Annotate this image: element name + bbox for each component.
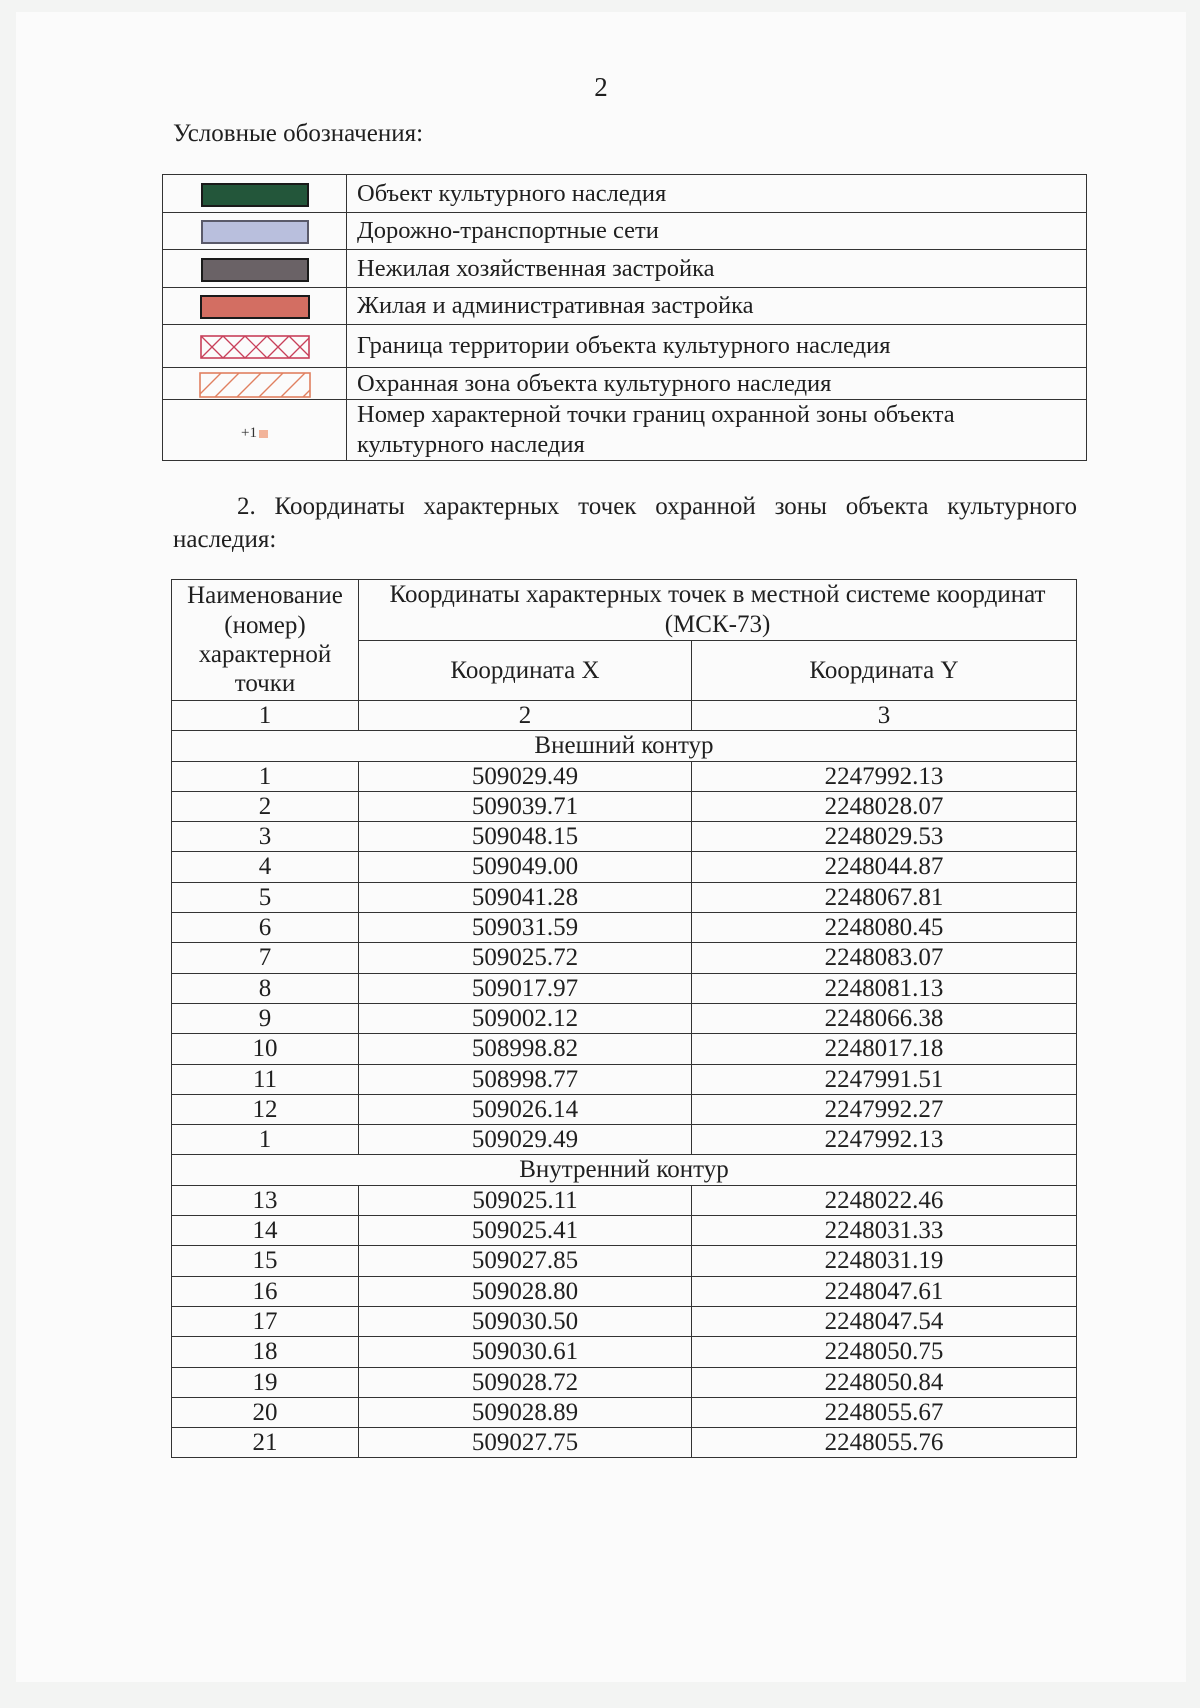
non-residential-swatch: [201, 258, 309, 282]
table-row: [172, 1064, 1077, 1094]
table-row: [172, 1125, 1077, 1155]
column-number: 1: [172, 701, 359, 731]
legend-row: [163, 325, 1087, 368]
legend-label: Номер характерной точки границ охранной зоны объекта культурного наследия: [347, 400, 1087, 461]
coordinate-y-cell: 2248050.84: [692, 1367, 1077, 1397]
coordinate-x-cell: 509029.49: [359, 1125, 692, 1155]
coordinate-y-cell: 2248022.46: [692, 1185, 1077, 1215]
point-number-cell: 13: [172, 1185, 359, 1215]
point-number-cell: 11: [172, 1064, 359, 1094]
coordinate-x-cell: 509028.89: [359, 1397, 692, 1427]
road-network-swatch: [201, 220, 309, 244]
coordinate-y-cell: 2248031.19: [692, 1246, 1077, 1276]
column-number-row: [172, 701, 1077, 731]
table-row: [172, 913, 1077, 943]
coordinate-y-cell: 2248047.61: [692, 1276, 1077, 1306]
table-row: [172, 791, 1077, 821]
point-number-cell: 1: [172, 761, 359, 791]
point-number-cell: 5: [172, 882, 359, 912]
table-row: [172, 1337, 1077, 1367]
point-number-cell: 3: [172, 822, 359, 852]
table-row: [172, 1246, 1077, 1276]
coordinate-y-cell: 2248081.13: [692, 973, 1077, 1003]
coordinate-x-cell: 508998.77: [359, 1064, 692, 1094]
point-number-cell: 14: [172, 1216, 359, 1246]
point-number-cell: 15: [172, 1246, 359, 1276]
point-marker-text: +1: [241, 425, 257, 441]
point-number-cell: 8: [172, 973, 359, 1003]
section-heading-text: 2. Координаты характерных точек охранной зоны объекта культурного наследия:: [173, 493, 1077, 553]
coordinate-y-cell: 2248055.67: [692, 1397, 1077, 1427]
table-row: [172, 882, 1077, 912]
coordinate-x-cell: 509025.41: [359, 1216, 692, 1246]
legend-label: Дорожно-транспортные сети: [347, 213, 1087, 250]
inner-contour-rows: [172, 1185, 1077, 1458]
point-number-cell: 16: [172, 1276, 359, 1306]
point-number-cell: 21: [172, 1428, 359, 1458]
table-row: [172, 1185, 1077, 1215]
coordinate-y-cell: 2248047.54: [692, 1306, 1077, 1336]
coordinate-y-cell: 2247991.51: [692, 1064, 1077, 1094]
coordinate-x-cell: 509039.71: [359, 791, 692, 821]
table-row: [172, 1216, 1077, 1246]
legend-heading: Условные обозначения:: [173, 120, 424, 147]
page-number: 2: [594, 72, 608, 102]
point-number-cell: 20: [172, 1397, 359, 1427]
coordinate-y-cell: 2248055.76: [692, 1428, 1077, 1458]
point-number-cell: 2: [172, 791, 359, 821]
coordinate-y-cell: 2247992.27: [692, 1094, 1077, 1124]
point-number-cell: 17: [172, 1306, 359, 1336]
table-row: [172, 973, 1077, 1003]
coordinate-y-cell: 2248029.53: [692, 822, 1077, 852]
document-page: [16, 12, 1186, 1682]
legend-label: Граница территории объекта культурного наследия: [347, 325, 1087, 368]
point-number-cell: 10: [172, 1034, 359, 1064]
legend-row: [163, 288, 1087, 325]
point-number-cell: 7: [172, 943, 359, 973]
section-row: [172, 731, 1077, 761]
coordinate-x-cell: 509030.61: [359, 1337, 692, 1367]
legend-row: [163, 368, 1087, 400]
point-marker-icon: [241, 425, 268, 442]
table-row: [172, 1367, 1077, 1397]
heritage-object-swatch: [201, 183, 309, 207]
column-number: 2: [359, 701, 692, 731]
coordinate-x-cell: 509048.15: [359, 822, 692, 852]
coordinate-x-cell: 509026.14: [359, 1094, 692, 1124]
section-row: [172, 1155, 1077, 1185]
coordinate-y-cell: 2248067.81: [692, 882, 1077, 912]
column-header-x: Координата X: [359, 641, 692, 701]
section-heading: [173, 490, 1077, 556]
coordinate-y-cell: 2248083.07: [692, 943, 1077, 973]
legend-label: Жилая и административная застройка: [347, 288, 1087, 325]
legend-row: [163, 250, 1087, 288]
table-row: [172, 1428, 1077, 1458]
legend-label: Охранная зона объекта культурного наследия: [347, 368, 1087, 400]
legend-label: Нежилая хозяйственная застройка: [347, 250, 1087, 288]
table-row: [172, 761, 1077, 791]
legend-label: Объект культурного наследия: [347, 175, 1087, 213]
coordinate-x-cell: 509027.75: [359, 1428, 692, 1458]
coordinate-y-cell: 2248066.38: [692, 1003, 1077, 1033]
coordinate-y-cell: 2248050.75: [692, 1337, 1077, 1367]
protection-zone-hatch-swatch: [199, 372, 311, 398]
residential-swatch: [200, 295, 310, 319]
coordinate-x-cell: 509030.50: [359, 1306, 692, 1336]
coordinate-y-cell: 2247992.13: [692, 1125, 1077, 1155]
table-row: [172, 1397, 1077, 1427]
coordinate-y-cell: 2248031.33: [692, 1216, 1077, 1246]
point-number-cell: 18: [172, 1337, 359, 1367]
legend-row: [163, 213, 1087, 250]
point-number-cell: 1: [172, 1125, 359, 1155]
table-row: [172, 1276, 1077, 1306]
legend-row: [163, 175, 1087, 213]
point-number-cell: 9: [172, 1003, 359, 1033]
coordinate-x-cell: 509017.97: [359, 973, 692, 1003]
coordinate-y-cell: 2248028.07: [692, 791, 1077, 821]
coordinate-x-cell: 509029.49: [359, 761, 692, 791]
coordinate-x-cell: 508998.82: [359, 1034, 692, 1064]
column-header-y: Координата Y: [692, 641, 1077, 701]
coordinate-x-cell: 509027.85: [359, 1246, 692, 1276]
table-row: [172, 1094, 1077, 1124]
table-row: [172, 852, 1077, 882]
coordinate-x-cell: 509049.00: [359, 852, 692, 882]
column-header-point: Наименование (номер) характерной точки: [172, 580, 359, 701]
table-row: [172, 1034, 1077, 1064]
point-number-cell: 19: [172, 1367, 359, 1397]
coordinate-x-cell: 509025.11: [359, 1185, 692, 1215]
table-row: [172, 1306, 1077, 1336]
table-row: [172, 943, 1077, 973]
coordinate-x-cell: 509028.72: [359, 1367, 692, 1397]
coordinate-y-cell: 2247992.13: [692, 761, 1077, 791]
inner-contour-label: Внутренний контур: [172, 1155, 1077, 1185]
coordinate-y-cell: 2248017.18: [692, 1034, 1077, 1064]
point-number-cell: 12: [172, 1094, 359, 1124]
outer-contour-label: Внешний контур: [172, 731, 1077, 761]
coordinate-y-cell: 2248080.45: [692, 913, 1077, 943]
coordinate-y-cell: 2248044.87: [692, 852, 1077, 882]
table-row: [172, 822, 1077, 852]
outer-contour-rows: [172, 761, 1077, 1155]
legend-table: [162, 174, 1087, 461]
point-number-cell: 4: [172, 852, 359, 882]
coordinate-x-cell: 509028.80: [359, 1276, 692, 1306]
column-header-coordinates: Координаты характерных точек в местной системе координат (МСК-73): [359, 580, 1077, 641]
column-number: 3: [692, 701, 1077, 731]
coordinates-table: [171, 579, 1077, 1458]
coordinate-x-cell: 509002.12: [359, 1003, 692, 1033]
table-row: [172, 1003, 1077, 1033]
legend-row: [163, 400, 1087, 461]
coordinate-x-cell: 509041.28: [359, 882, 692, 912]
coordinate-x-cell: 509031.59: [359, 913, 692, 943]
point-number-cell: 6: [172, 913, 359, 943]
coordinate-x-cell: 509025.72: [359, 943, 692, 973]
boundary-crosshatch-swatch: [200, 335, 310, 359]
header-row: [172, 580, 1077, 641]
